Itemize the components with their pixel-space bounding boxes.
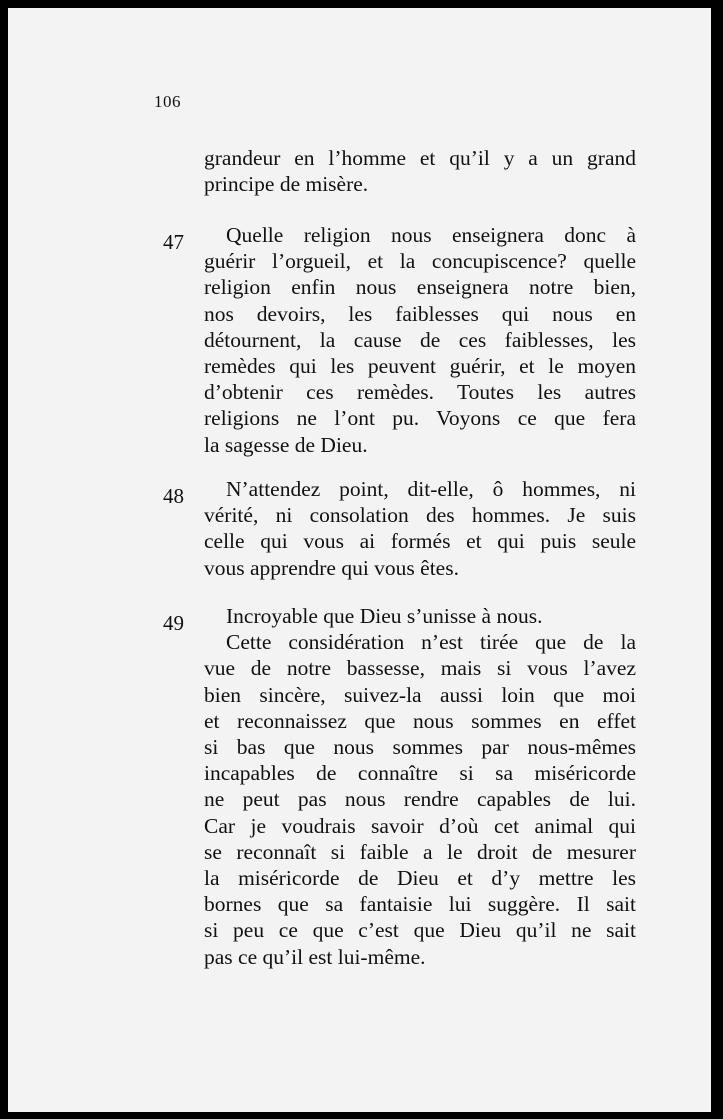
text-line: si peu ce que c’est que Dieu qu’il ne sait [204,918,636,943]
text-line: bornes que sa fantaisie lui suggère. Il sait [204,892,636,917]
text-line: Incroyable que Dieu s’unisse à nous. [226,604,543,628]
text-line: religion enfin nous enseignera notre bien, [204,275,636,300]
fragment-number-49: 49 [163,611,184,635]
text-line: religions ne l’ont pu. Voyons ce que fera [204,406,636,431]
text-line: vue de notre bassesse, mais si vous l’avez [204,656,636,681]
text-line: N’attendez point, dit-elle, ô hommes, ni [226,477,636,501]
continuation-paragraph [204,145,636,197]
text-line: Quelle religion nous enseignera donc à [226,223,636,247]
text-line: pas ce qu’il est lui-même. [204,944,426,969]
fragment-49-paragraph [204,603,636,970]
fragment-number-48: 48 [163,484,184,508]
text-line: d’obtenir ces remèdes. Toutes les autres [204,380,636,405]
fragment-47-paragraph [204,222,636,458]
text-line: vous apprendre qui vous êtes. [204,555,459,580]
text-line: vérité, ni consolation des hommes. Je suis [204,503,636,528]
text-line: celle qui vous ai formés et qui puis seule [204,529,636,554]
fragment-number-47: 47 [163,230,184,254]
text-line: guérir l’orgueil, et la concupiscence? quelle [204,249,636,274]
book-page [8,8,711,1112]
text-line: et reconnaissez que nous sommes en effet [204,708,636,733]
text-line: la miséricorde de Dieu et d’y mettre les [204,866,636,891]
text-line: principe de misère. [204,172,369,197]
text-line: si bas que nous sommes par nous-mêmes [204,735,636,760]
text-line: nos devoirs, les faiblesses qui nous en [204,301,636,326]
text-line: ne peut pas nous rendre capables de lui. [204,787,636,812]
text-line: la sagesse de Dieu. [204,432,368,457]
text-line: détournent, la cause de ces faiblesses, les [204,327,636,352]
text-line: remèdes qui les peuvent guérir, et le moyen [204,354,636,379]
text-line: bien sincère, suivez-la aussi loin que moi [204,682,636,707]
text-line: grandeur en l’homme et qu’il y a un grand [204,146,636,170]
text-line: se reconnaît si faible a le droit de mesurer [204,839,636,864]
page-number: 106 [154,92,181,111]
text-line: incapables de connaître si sa miséricorde [204,761,636,786]
text-line: Cette considération n’est tirée que de la [226,630,636,655]
text-line: Car je voudrais savoir d’où cet animal qui [204,813,636,838]
fragment-48-paragraph [204,476,636,581]
